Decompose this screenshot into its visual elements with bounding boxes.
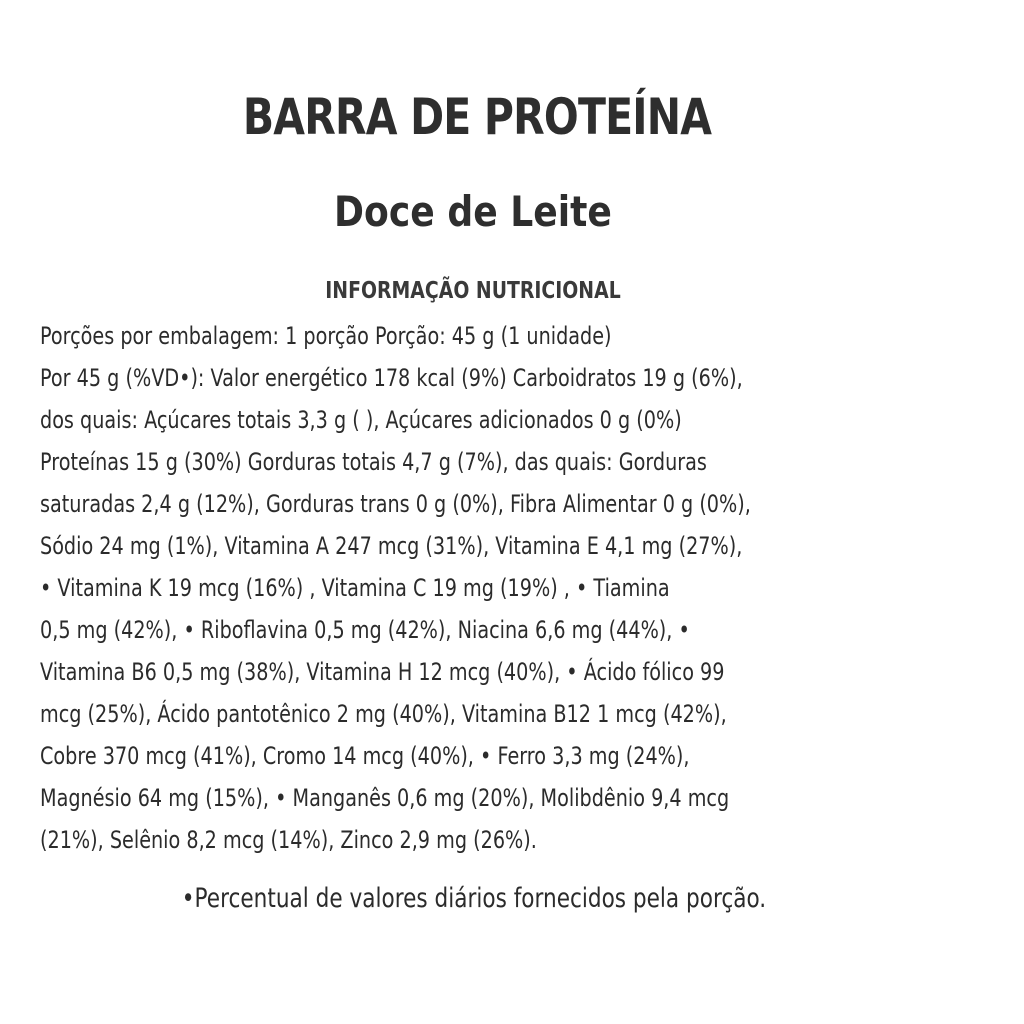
text-line: dos quais: Açúcares totais 3,3 g ( ), Açúcares adicionados 0 g (0%) (40, 406, 682, 434)
text-line: mcg (25%), Ácido pantotênico 2 mg (40%), Vitamina B12 1 mcg (42%), (40, 700, 727, 728)
text-line: Por 45 g (%VD•): Valor energético 178 kcal (9%) Carboidratos 19 g (6%), (40, 364, 743, 392)
product-flavor: Doce de Leite (334, 187, 612, 236)
text-line: • Vitamina K 19 mcg (16%) , Vitamina C 19 mg (19%) , • Tiamina (40, 574, 670, 602)
text-line: Magnésio 64 mg (15%), • Manganês 0,6 mg (20%), Molibdênio 9,4 mcg (40, 784, 730, 812)
text-line: Proteínas 15 g (30%) Gorduras totais 4,7 g (7%), das quais: Gorduras (40, 448, 707, 476)
section-heading: INFORMAÇÃO NUTRICIONAL (325, 278, 621, 304)
text-line: Porções por embalagem: 1 porção Porção: 45 g (1 unidade) (40, 322, 612, 350)
text-line: 0,5 mg (42%), • Riboflavina 0,5 mg (42%), Niacina 6,6 mg (44%), • (40, 616, 690, 644)
footnote: •Percentual de valores diários fornecidos pela porção. (181, 883, 767, 914)
text-line: Cobre 370 mcg (41%), Cromo 14 mcg (40%), • Ferro 3,3 mg (24%), (40, 742, 690, 770)
product-title: BARRA DE PROTEÍNA (242, 88, 712, 146)
text-line: Sódio 24 mg (1%), Vitamina A 247 mcg (31%), Vitamina E 4,1 mg (27%), (40, 532, 743, 560)
text-line: (21%), Selênio 8,2 mcg (14%), Zinco 2,9 mg (26%). (40, 826, 537, 854)
text-line: Vitamina B6 0,5 mg (38%), Vitamina H 12 mcg (40%), • Ácido fólico 99 (40, 658, 725, 686)
nutrition-text (40, 315, 940, 861)
text-line: saturadas 2,4 g (12%), Gorduras trans 0 g (0%), Fibra Alimentar 0 g (0%), (40, 490, 751, 518)
